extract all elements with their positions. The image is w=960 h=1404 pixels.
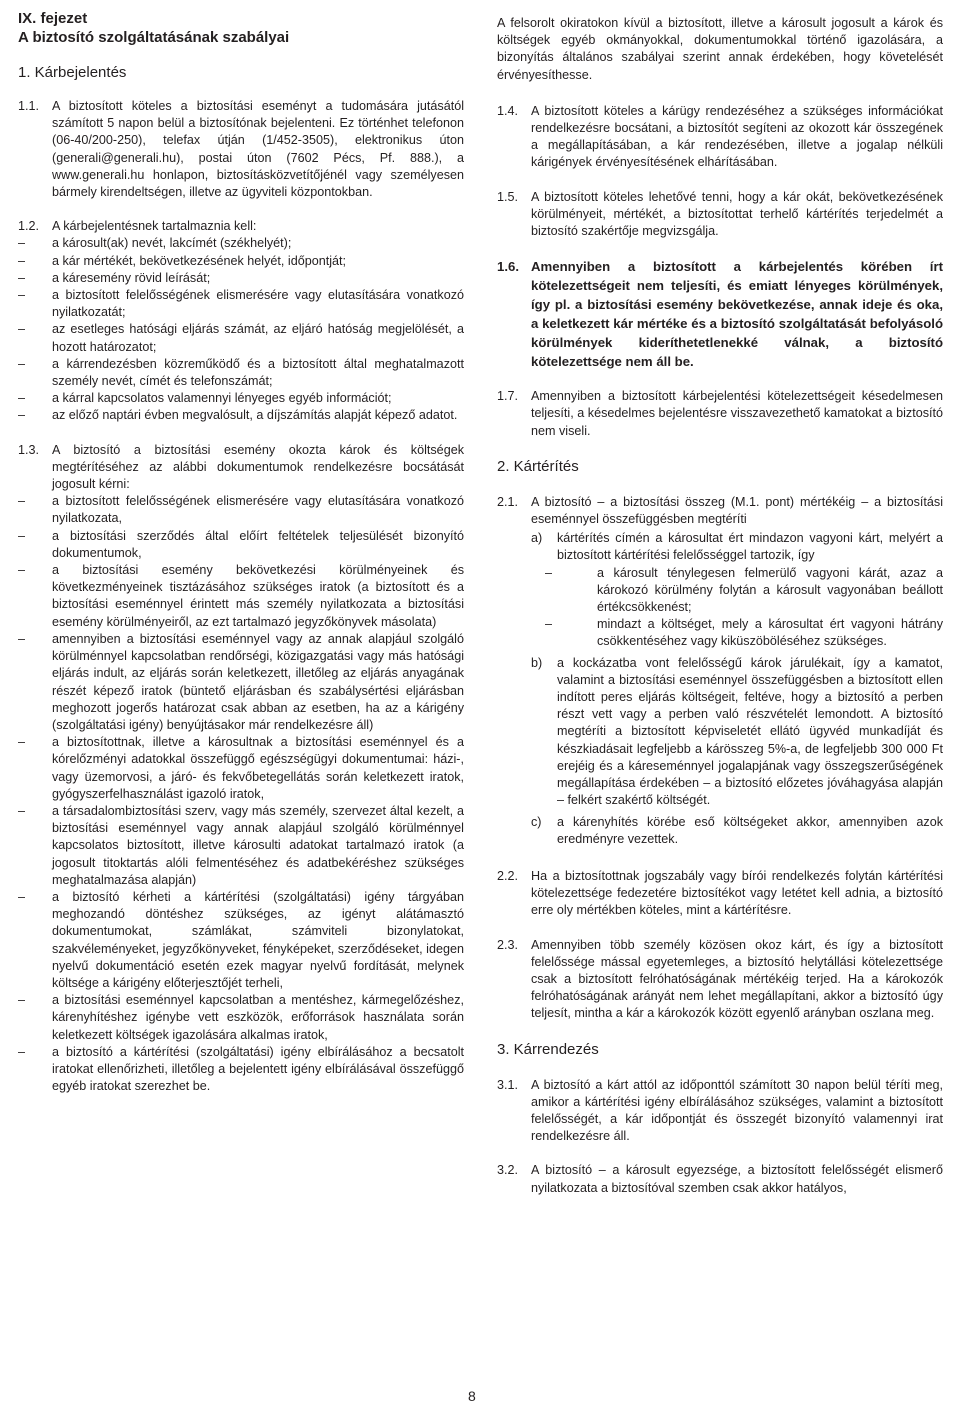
- list-1-3: [18, 493, 464, 1095]
- paragraph-1-3: [18, 442, 464, 494]
- chapter-subtitle: A biztosító szolgáltatásának szabályai: [18, 29, 290, 46]
- paragraph-number: 1.6.: [497, 259, 519, 275]
- chapter-title: IX. fejezet: [18, 10, 88, 27]
- page-number: 8: [468, 1388, 476, 1404]
- sub-label: b): [531, 655, 543, 670]
- section-heading-2: 2. Kártérítés: [497, 457, 579, 475]
- list-1-2: [18, 235, 464, 424]
- paragraph-1-1: [18, 98, 464, 201]
- paragraph-number: 1.2.: [18, 219, 40, 234]
- right-column: [497, 0, 943, 1214]
- list-item: – a biztosítottnak, illetve a károsultnak a biztosítási eseménnyel és a kórelőzményi adatokkal összefüggő egészségügyi dokumentumai: házi-, vagy üzemorvosi, a járó- és fekvőbetegellátás során keletkezett iratok, gyógyszerfelhasználást igazoló iratok,: [18, 734, 464, 803]
- list-item: – a kár mértékét, bekövetkezésének helyét, időpontját;: [18, 253, 464, 270]
- paragraph-text: Amennyiben a biztosított a kárbejelentés körében írt kötelezettségeit nem teljesíti, és emiatt lényeges körülmények, így pl. a biztosítási esemény bekövetkezése, annak ideje és oka, a keletkezett kár mértéke és a biztosító szolgáltatását befolyásoló körülmények kideríthetetlenekké válnak, a biztosító kötelezettsége nem áll be.: [531, 259, 943, 370]
- paragraph-3-1: [497, 1077, 943, 1146]
- sub-item-a: [531, 530, 943, 650]
- list-item: – a társadalombiztosítási szerv, vagy más személy, szervezet által kezelt, a biztosítási eseménnyel vagy annak alapjául szolgáló körülménnyel kapcsolatos biztosított, illetve károsulti adatokat tartalmazó iratok (a jogosult titoktartás alóli felmentéséhez és adatbekéréshez szükséges meghatalmazása alapján): [18, 803, 464, 889]
- list-item: – a biztosított felelősségének elismerésére vagy elutasítására vonatkozó nyilatkozatát;: [18, 287, 464, 321]
- list-item: – a kárral kapcsolatos valamennyi lényeges egyéb információt;: [18, 390, 464, 407]
- paragraph-number: 2.3.: [497, 937, 519, 952]
- paragraph-number: 2.1.: [497, 494, 519, 509]
- paragraph-text: A biztosított köteles a kárügy rendezéséhez a szükséges információkat rendelkezésre bocsátani, a biztosítót segíteni az okozott kár összegének a megállapításában, a kár rendezésében, illetve a jogalap nélküli kárigények érvényesítésének elhárításában.: [531, 103, 943, 170]
- section-heading-3: 3. Kárrendezés: [497, 1040, 599, 1058]
- paragraph-number: 3.1.: [497, 1077, 519, 1092]
- sub-item-b: [531, 655, 943, 810]
- list-item: – a biztosító a kártérítési (szolgáltatási) igény elbírálásához a becsatolt iratokat ellenőrizheti, illetőleg a bejelentett igény elbírálásával összefüggő egyéb iratokat szerezhet be.: [18, 1044, 464, 1096]
- paragraph-1-2: [18, 218, 464, 235]
- paragraph-2-1: [497, 494, 943, 528]
- paragraph-2-2: [497, 868, 943, 920]
- paragraph-number: 1.7.: [497, 389, 519, 404]
- paragraph-1-4: [497, 103, 943, 172]
- paragraph-text: Ha a biztosítottnak jogszabály vagy bírói rendelkezés folytán kártérítési kötelezettsége fedezetére biztosítékot vagy letétet kell adnia, a biztosító erre oly mértékben köteles, mint a kártérítésre.: [531, 868, 943, 918]
- paragraph-intro: A biztosító a biztosítási esemény okozta károk és költségek megtérítéséhez az alábbi dokumentumok rendelkezésre bocsátását jogosult kérni:: [52, 442, 464, 492]
- list-item: – a káresemény rövid leírását;: [18, 270, 464, 287]
- list-item: – a biztosítási esemény bekövetkezési körülményeinek és következményeinek tisztázásához szükséges iratok (a biztosított és a biztosítási eseménnyel érintett más személy nyilatkozata a biztosítási esemény körülményeiről, az ezt tartalmazó jegyzőkönyvek másolata): [18, 562, 464, 631]
- paragraph-intro: A kárbejelentésnek tartalmaznia kell:: [52, 219, 257, 234]
- paragraph-text: Amennyiben több személy közösen okoz kárt, és így a biztosított felelőssége mással egyetemleges, a biztosító helytállási kötelezettsége csak a biztosított felróhatóságának mértékéig terjed. Ha a károkozók felróhatóságának arányát nem lehet megállapítani, akkor a biztosító úgy teljesít, mintha a kár a károkozók között egyenlő arányban oszlana meg.: [531, 937, 943, 1021]
- paragraph-1-5: [497, 189, 943, 241]
- sub-text: kártérítés címén a károsultat ért mindazon vagyoni kárt, melyért a biztosított kártérítési felelősséggel tartozik, így: [557, 531, 943, 563]
- paragraph-number: 3.2.: [497, 1163, 519, 1178]
- paragraph-text: Amennyiben a biztosított kárbejelentési kötelezettségeit késedelmesen teljesíti, a késedelmes bejelentésre visszavezethető kamatokat a biztosító nem viseli.: [531, 389, 943, 438]
- paragraph-text: A biztosított köteles lehetővé tenni, hogy a kár okát, bekövetkezésének körülményeit, mértékét, a biztosítottat terhelő kártérítés terjedelmét a biztosító szakértője megvizsgálja.: [531, 189, 943, 239]
- sub-text: a kockázatba vont felelősségű károk járulékait, így a kamatot, valamint a biztosítási eseménnyel összefüggésben a biztosított ellen indított peres eljárás költségeit, feltéve, hogy a biztosító a perben részt vett vagy a perben való részvételét lemondott. A biztosító megtéríti a biztosított képviseletét ellátó ügyvéd munkadíját és készkiadásait legfeljebb a kárösszeg 5%-a, de legfeljebb 300 000 Ft erejéig és a káreseménnyel jogalapjának vagy összegszerűségének megállapítása érdekében – a biztosító előzetes jóváhagyása alapján – felkért szakértő költségét.: [557, 655, 943, 808]
- paragraph-text: A biztosító – a károsult egyezsége, a biztosított felelősségét elismerő nyilatkozata a biztosítóval szemben csak akkor hatályos,: [531, 1163, 943, 1195]
- paragraph-number: 1.3.: [18, 442, 40, 457]
- sub-label: a): [531, 531, 543, 546]
- left-column: [18, 0, 464, 1095]
- list-item: – a biztosítási szerződés által előírt feltételek teljesülését bizonyító dokumentumok,: [18, 528, 464, 562]
- list-item: – az esetleges hatósági eljárás számát, az eljáró hatóság megjelölését, a hozott határozatot;: [18, 321, 464, 355]
- paragraph-text: A biztosított köteles a biztosítási eseményt a tudomására jutásától számított 5 napon belül a biztosítónak bejelenteni. Ez történhet telefonon (06-40/200-250), telefax útján (1/452-3505), elektronikus úton (generali@generali.hu), postai úton (7602 Pécs, Pf. 888.), a www.generali.hu honlapon, biztosításközvetítőjénél vagy személyesen bármely kirendeltségen, illetve az ügyviteli központokban.: [52, 99, 464, 200]
- list-item: – mindazt a költséget, mely a károsultat ért vagyoni hátrány csökkentéséhez vagy kiküszöböléséhez szükséges.: [531, 616, 943, 650]
- paragraph-text: A biztosító a kárt attól az időponttól számított 30 napon belül téríti meg, amikor a kártérítési igény elbírálásához szükséges, valamint a biztosított felelősségét, a kár időpontját és összegét bizonyító valamennyi irat rendelkezésre áll.: [531, 1077, 943, 1144]
- continuation-text: A felsorolt okiratokon kívül a biztosított, illetve a károsult jogosult a károk és költségek egyéb okmányokkal, dokumentumokkal történő igazolására, a bizonyítás általános szabályai szerint annak érdekében, hogy követelését érvényesíthesse.: [497, 16, 943, 82]
- list-item: – amennyiben a biztosítási eseménnyel vagy az annak alapjául szolgáló körülménnyel kapcsolatban rendőrségi, közigazgatási vagy más hatósági eljárás indult, az eljárás során keletkezett, illetőleg az eljárás anyagának részét képező iratok (büntető eljárásban és szabálysértési eljárásban meghozott jogerős határozat csak abban az esetben, ha az a kárigény (szolgáltatási igény) benyújtásakor már rendelkezésre áll): [18, 631, 464, 734]
- paragraph-1-6: [497, 257, 943, 371]
- list-item: – a kárrendezésben közreműködő és a biztosított által meghatalmazott személy nevét, címét és telefonszámát;: [18, 356, 464, 390]
- list-item: – a biztosító kérheti a kártérítési (szolgáltatási) igény tárgyában meghozandó döntéshez szükséges, az igényt alátámasztó dokumentumokat, számlákat, számviteli bizonylatokat, szakvéleményeket, jegyzőkönyveket, fényképeket, szerződéseket, idegen nyelvű dokumentáció esetén ezek magyar nyelvű fordítását, melynek költsége a kárigény előterjesztőjét terheli,: [18, 889, 464, 992]
- sub-item-c: [531, 814, 943, 848]
- paragraph-intro: A biztosító – a biztosítási összeg (M.1. pont) mértékéig – a biztosítási eseménnyel összefüggésben megtéríti: [531, 494, 943, 527]
- list-item: – a károsult ténylegesen felmerülő vagyoni kárát, azaz a károkozó körülmény folytán a károsult vagyonában beállott értékcsökkenést;: [531, 565, 943, 617]
- paragraph-3-2: [497, 1162, 943, 1196]
- section-heading-1: 1. Kárbejelentés: [18, 64, 127, 81]
- sub-label: c): [531, 814, 542, 829]
- list-item: – a károsult(ak) nevét, lakcímét (székhelyét);: [18, 235, 464, 252]
- paragraph-number: 1.1.: [18, 99, 40, 113]
- list-2-1: [497, 530, 943, 848]
- paragraph-number: 1.4.: [497, 103, 519, 118]
- list-item: – az előző naptári évben megvalósult, a díjszámítás alapját képező adatot.: [18, 407, 464, 424]
- list-item: – a biztosítási eseménnyel kapcsolatban a mentéshez, kármegelőzéshez, kárenyhítéshez igénybe vett eszközök, erőforrások használata során keletkezett költségek igazolására alkalmas iratok,: [18, 992, 464, 1044]
- sub-text: a kárenyhítés körébe eső költségeket akkor, amennyiben azok eredményre vezettek.: [557, 814, 943, 846]
- paragraph-1-7: [497, 388, 943, 440]
- list-item: – a biztosított felelősségének elismerésére vagy elutasítására vonatkozó nyilatkozata,: [18, 493, 464, 527]
- paragraph-2-3: [497, 937, 943, 1023]
- paragraph-number: 1.5.: [497, 189, 519, 204]
- paragraph-number: 2.2.: [497, 868, 519, 883]
